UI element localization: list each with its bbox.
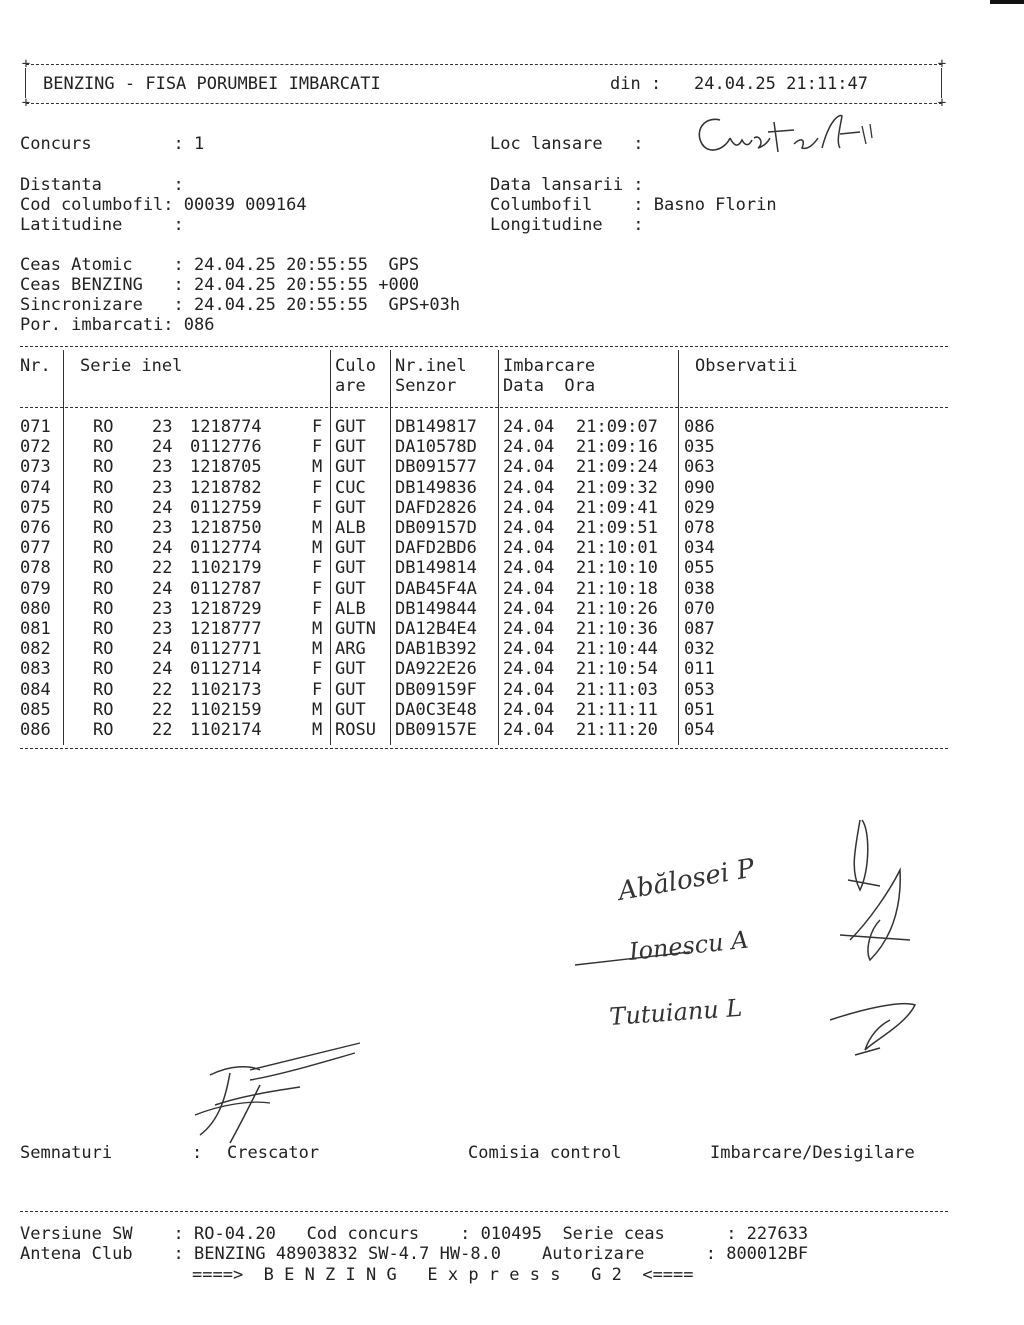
crescator-signature (190, 1035, 370, 1150)
cell-observatii: 029 (684, 497, 715, 518)
handwritten-name-2: Ionescu A (627, 925, 750, 966)
table-row (0, 478, 1024, 498)
cell-an: 24 (152, 538, 173, 559)
cell-sex: M (312, 619, 323, 639)
cell-an: 24 (152, 497, 173, 518)
cell-inel: 1218705 (190, 457, 262, 478)
cell-ora: 21:09:24 (576, 457, 658, 478)
cell-data: 24.04 (503, 437, 555, 458)
cell-observatii: 053 (684, 679, 715, 700)
cell-tara: RO (93, 699, 114, 720)
cell-data: 24.04 (503, 699, 555, 720)
cell-culoare: GUT (335, 457, 366, 478)
cell-ora: 21:11:03 (576, 679, 658, 700)
cell-an: 23 (152, 518, 173, 538)
cell-senzor: DB091577 (395, 457, 477, 478)
cell-tara: RO (93, 538, 114, 559)
cell-tara: RO (93, 578, 114, 599)
cell-inel: 1102173 (190, 679, 262, 700)
semnaturi-label: Semnaturi (20, 1143, 113, 1163)
cell-an: 23 (152, 598, 173, 619)
header-top-rule (26, 64, 942, 65)
table-row (0, 639, 1024, 659)
cell-inel: 1218729 (190, 598, 262, 619)
cell-senzor: DB149836 (395, 477, 477, 498)
cell-ora: 21:09:16 (576, 437, 658, 458)
table-row (0, 457, 1024, 477)
cell-data: 24.04 (503, 518, 555, 538)
distanta-line: Distanta : (20, 175, 184, 195)
cell-culoare: CUC (335, 477, 366, 498)
columbofil-line: Columbofil : Basno Florin (490, 195, 777, 215)
cell-tara: RO (93, 437, 114, 458)
cell-inel: 1218777 (190, 619, 262, 639)
cell-an: 24 (152, 578, 173, 599)
table-row (0, 700, 1024, 720)
table-row (0, 558, 1024, 578)
cell-sex: F (312, 477, 323, 498)
concurs-line: Concurs : 1 (20, 134, 205, 154)
cell-observatii: 032 (684, 639, 715, 660)
cell-sex: F (312, 659, 323, 680)
cell-observatii: 035 (684, 437, 715, 458)
cell-inel: 0112771 (190, 639, 262, 660)
cell-sex: F (312, 558, 323, 579)
cell-sex: F (312, 578, 323, 599)
cell-ora: 21:10:36 (576, 619, 658, 639)
cell-observatii: 054 (684, 720, 715, 740)
cell-an: 22 (152, 679, 173, 700)
cell-an: 23 (152, 457, 173, 478)
loc-lansare-handwriting (690, 108, 880, 168)
cell-nr: 072 (20, 437, 51, 458)
cell-culoare: GUT (335, 659, 366, 680)
cell-nr: 084 (20, 679, 51, 700)
cell-data: 24.04 (503, 598, 555, 619)
cell-sex: F (312, 417, 323, 437)
cell-ora: 21:09:51 (576, 518, 658, 538)
cell-nr: 080 (20, 598, 51, 619)
cell-sex: M (312, 720, 323, 740)
cell-ora: 21:09:41 (576, 497, 658, 518)
handwritten-name-1: Abălosei P (616, 853, 757, 907)
cell-observatii: 087 (684, 619, 715, 639)
cell-senzor: DAFD2826 (395, 497, 477, 518)
cell-inel: 1218750 (190, 518, 262, 538)
cell-culoare: GUT (335, 437, 366, 458)
cell-nr: 073 (20, 457, 51, 478)
semnaturi-colon: : (192, 1143, 203, 1163)
page-title: BENZING - FISA PORUMBEI IMBARCATI (43, 74, 381, 94)
cell-sex: F (312, 437, 323, 458)
cell-nr: 078 (20, 558, 51, 579)
cell-senzor: DB149814 (395, 558, 477, 579)
cell-culoare: GUT (335, 578, 366, 599)
cell-culoare: ALB (335, 598, 366, 619)
cell-ora: 21:10:54 (576, 659, 658, 680)
cell-senzor: DAB45F4A (395, 578, 477, 599)
cell-tara: RO (93, 457, 114, 478)
col-nr-inel-header: Nr.inel (395, 356, 467, 376)
table-row (0, 518, 1024, 538)
table-row (0, 659, 1024, 679)
cell-tara: RO (93, 679, 114, 700)
cell-tara: RO (93, 619, 114, 639)
cell-culoare: GUT (335, 417, 366, 437)
sincronizare-line: Sincronizare : 24.04.25 20:55:55 GPS+03h (20, 295, 461, 315)
cell-data: 24.04 (503, 578, 555, 599)
col-serie-inel-header: Serie inel (80, 356, 183, 376)
col-senzor-header: Senzor (395, 376, 457, 396)
cell-nr: 075 (20, 497, 51, 518)
cell-sex: F (312, 497, 323, 518)
table-row (0, 579, 1024, 599)
cell-sex: F (312, 598, 323, 619)
cell-sex: M (312, 518, 323, 538)
cell-inel: 1102159 (190, 699, 262, 720)
cell-nr: 083 (20, 659, 51, 680)
cell-ora: 21:10:44 (576, 639, 658, 660)
cell-an: 23 (152, 417, 173, 437)
cell-senzor: DB09157E (395, 720, 477, 740)
cell-an: 22 (152, 558, 173, 579)
cell-senzor: DA922E26 (395, 659, 477, 680)
cell-culoare: GUT (335, 558, 366, 579)
cell-data: 24.04 (503, 659, 555, 680)
cell-an: 24 (152, 437, 173, 458)
cell-observatii: 090 (684, 477, 715, 498)
cell-data: 24.04 (503, 417, 555, 437)
cell-culoare: ROSU (335, 720, 376, 740)
cell-senzor: DB09159F (395, 679, 477, 700)
loc-lansare-line: Loc lansare : (490, 134, 644, 154)
cell-an: 23 (152, 477, 173, 498)
table-row (0, 599, 1024, 619)
cell-senzor: DB149817 (395, 417, 477, 437)
cell-nr: 071 (20, 417, 51, 437)
scan-corner-mark (990, 0, 1024, 4)
cell-senzor: DAB1B392 (395, 639, 477, 660)
cell-ora: 21:10:01 (576, 538, 658, 559)
cell-nr: 077 (20, 538, 51, 559)
cell-observatii: 055 (684, 558, 715, 579)
cell-data: 24.04 (503, 679, 555, 700)
latitudine-line: Latitudine : (20, 215, 184, 235)
col-nr-header: Nr. (20, 356, 51, 376)
cell-tara: RO (93, 720, 114, 740)
cell-data: 24.04 (503, 720, 555, 740)
cell-tara: RO (93, 598, 114, 619)
cell-culoare: ARG (335, 639, 366, 660)
cell-senzor: DAFD2BD6 (395, 538, 477, 559)
header-bottom-rule (26, 103, 942, 104)
cell-culoare: GUT (335, 699, 366, 720)
handwritten-name-3: Tutuianu L (608, 993, 744, 1031)
cell-ora: 21:10:10 (576, 558, 658, 579)
cell-observatii: 078 (684, 518, 715, 538)
table-row (0, 417, 1024, 437)
cell-tara: RO (93, 639, 114, 660)
cell-culoare: GUT (335, 538, 366, 559)
cell-senzor: DA0C3E48 (395, 699, 477, 720)
cell-sex: M (312, 457, 323, 478)
por-imbarcati-line: Por. imbarcati: 086 (20, 315, 215, 335)
table-top-rule (20, 346, 948, 347)
cell-nr: 086 (20, 720, 51, 740)
cell-inel: 0112787 (190, 578, 262, 599)
cell-senzor: DB09157D (395, 518, 477, 538)
crescator-label: Crescator (227, 1143, 320, 1163)
cell-sex: M (312, 699, 323, 720)
cell-an: 22 (152, 720, 173, 740)
table-row (0, 720, 1024, 740)
cod-columbofil-line: Cod columbofil: 00039 009164 (20, 195, 307, 215)
table-row (0, 619, 1024, 639)
cell-nr: 085 (20, 699, 51, 720)
cell-sex: M (312, 538, 323, 559)
cell-inel: 0112714 (190, 659, 262, 680)
cell-tara: RO (93, 417, 114, 437)
cell-culoare: GUT (335, 679, 366, 700)
din-label: din : (610, 74, 662, 94)
cell-inel: 1218774 (190, 417, 262, 437)
cell-senzor: DA10578D (395, 437, 477, 458)
cell-observatii: 011 (684, 659, 715, 680)
cell-data: 24.04 (503, 538, 555, 559)
cell-ora: 21:10:26 (576, 598, 658, 619)
cell-data: 24.04 (503, 457, 555, 478)
cell-ora: 21:11:20 (576, 720, 658, 740)
imbarcare-desigilare-label: Imbarcare/Desigilare (710, 1143, 915, 1163)
cell-inel: 0112774 (190, 538, 262, 559)
cell-data: 24.04 (503, 497, 555, 518)
cell-observatii: 063 (684, 457, 715, 478)
cell-culoare: GUT (335, 497, 366, 518)
cell-data: 24.04 (503, 639, 555, 660)
cell-observatii: 070 (684, 598, 715, 619)
cell-observatii: 051 (684, 699, 715, 720)
col-data-ora-header: Data Ora (503, 376, 596, 396)
col-culoare-header-2: are (335, 376, 366, 396)
cell-inel: 1102179 (190, 558, 262, 579)
cell-nr: 074 (20, 477, 51, 498)
cell-observatii: 034 (684, 538, 715, 559)
cell-ora: 21:11:11 (576, 699, 658, 720)
cell-inel: 1218782 (190, 477, 262, 498)
cell-senzor: DA12B4E4 (395, 619, 477, 639)
cell-nr: 076 (20, 518, 51, 538)
table-row (0, 680, 1024, 700)
cell-inel: 0112776 (190, 437, 262, 458)
table-row (0, 498, 1024, 518)
cell-ora: 21:10:18 (576, 578, 658, 599)
cell-an: 24 (152, 659, 173, 680)
cell-an: 23 (152, 619, 173, 639)
cell-nr: 079 (20, 578, 51, 599)
col-culoare-header-1: Culo (335, 356, 376, 376)
longitudine-line: Longitudine : (490, 215, 644, 235)
col-imbarcare-header: Imbarcare (503, 356, 596, 376)
benzing-express-line: ====> B E N Z I N G E x p r e s s G 2 <==== (192, 1265, 694, 1285)
cell-sex: F (312, 679, 323, 700)
data-lansarii-line: Data lansarii : (490, 175, 644, 195)
table-row (0, 538, 1024, 558)
table-row (0, 437, 1024, 457)
versiune-sw-line: Versiune SW : RO-04.20 Cod concurs : 010495 Serie ceas : 227633 (20, 1224, 809, 1244)
cell-culoare: GUTN (335, 619, 376, 639)
footer-rule (20, 1211, 948, 1212)
cell-sex: M (312, 639, 323, 660)
cell-senzor: DB149844 (395, 598, 477, 619)
table-header-rule (20, 407, 948, 408)
cell-data: 24.04 (503, 619, 555, 639)
col-observatii-header: Observatii (695, 356, 798, 376)
cell-data: 24.04 (503, 558, 555, 579)
cell-nr: 081 (20, 619, 51, 639)
cell-observatii: 038 (684, 578, 715, 599)
cell-inel: 1102174 (190, 720, 262, 740)
cell-an: 24 (152, 639, 173, 660)
ceas-benzing-line: Ceas BENZING : 24.04.25 20:55:55 +000 (20, 275, 420, 295)
cell-ora: 21:09:32 (576, 477, 658, 498)
cell-an: 22 (152, 699, 173, 720)
cell-tara: RO (93, 518, 114, 538)
ceas-atomic-line: Ceas Atomic : 24.04.25 20:55:55 GPS (20, 255, 420, 275)
cell-tara: RO (93, 477, 114, 498)
cell-nr: 082 (20, 639, 51, 660)
antena-club-line: Antena Club : BENZING 48903832 SW-4.7 HW-8.0 Autorizare : 800012BF (20, 1244, 809, 1264)
cell-ora: 21:09:07 (576, 417, 658, 437)
cell-culoare: ALB (335, 518, 366, 538)
cell-tara: RO (93, 497, 114, 518)
cell-tara: RO (93, 659, 114, 680)
cell-tara: RO (93, 558, 114, 579)
din-value: 24.04.25 21:11:47 (694, 74, 868, 94)
cell-observatii: 086 (684, 417, 715, 437)
comisia-control-label: Comisia control (468, 1143, 622, 1163)
commission-signatures (570, 810, 950, 1070)
cell-data: 24.04 (503, 477, 555, 498)
table-bottom-rule (20, 748, 948, 749)
cell-inel: 0112759 (190, 497, 262, 518)
